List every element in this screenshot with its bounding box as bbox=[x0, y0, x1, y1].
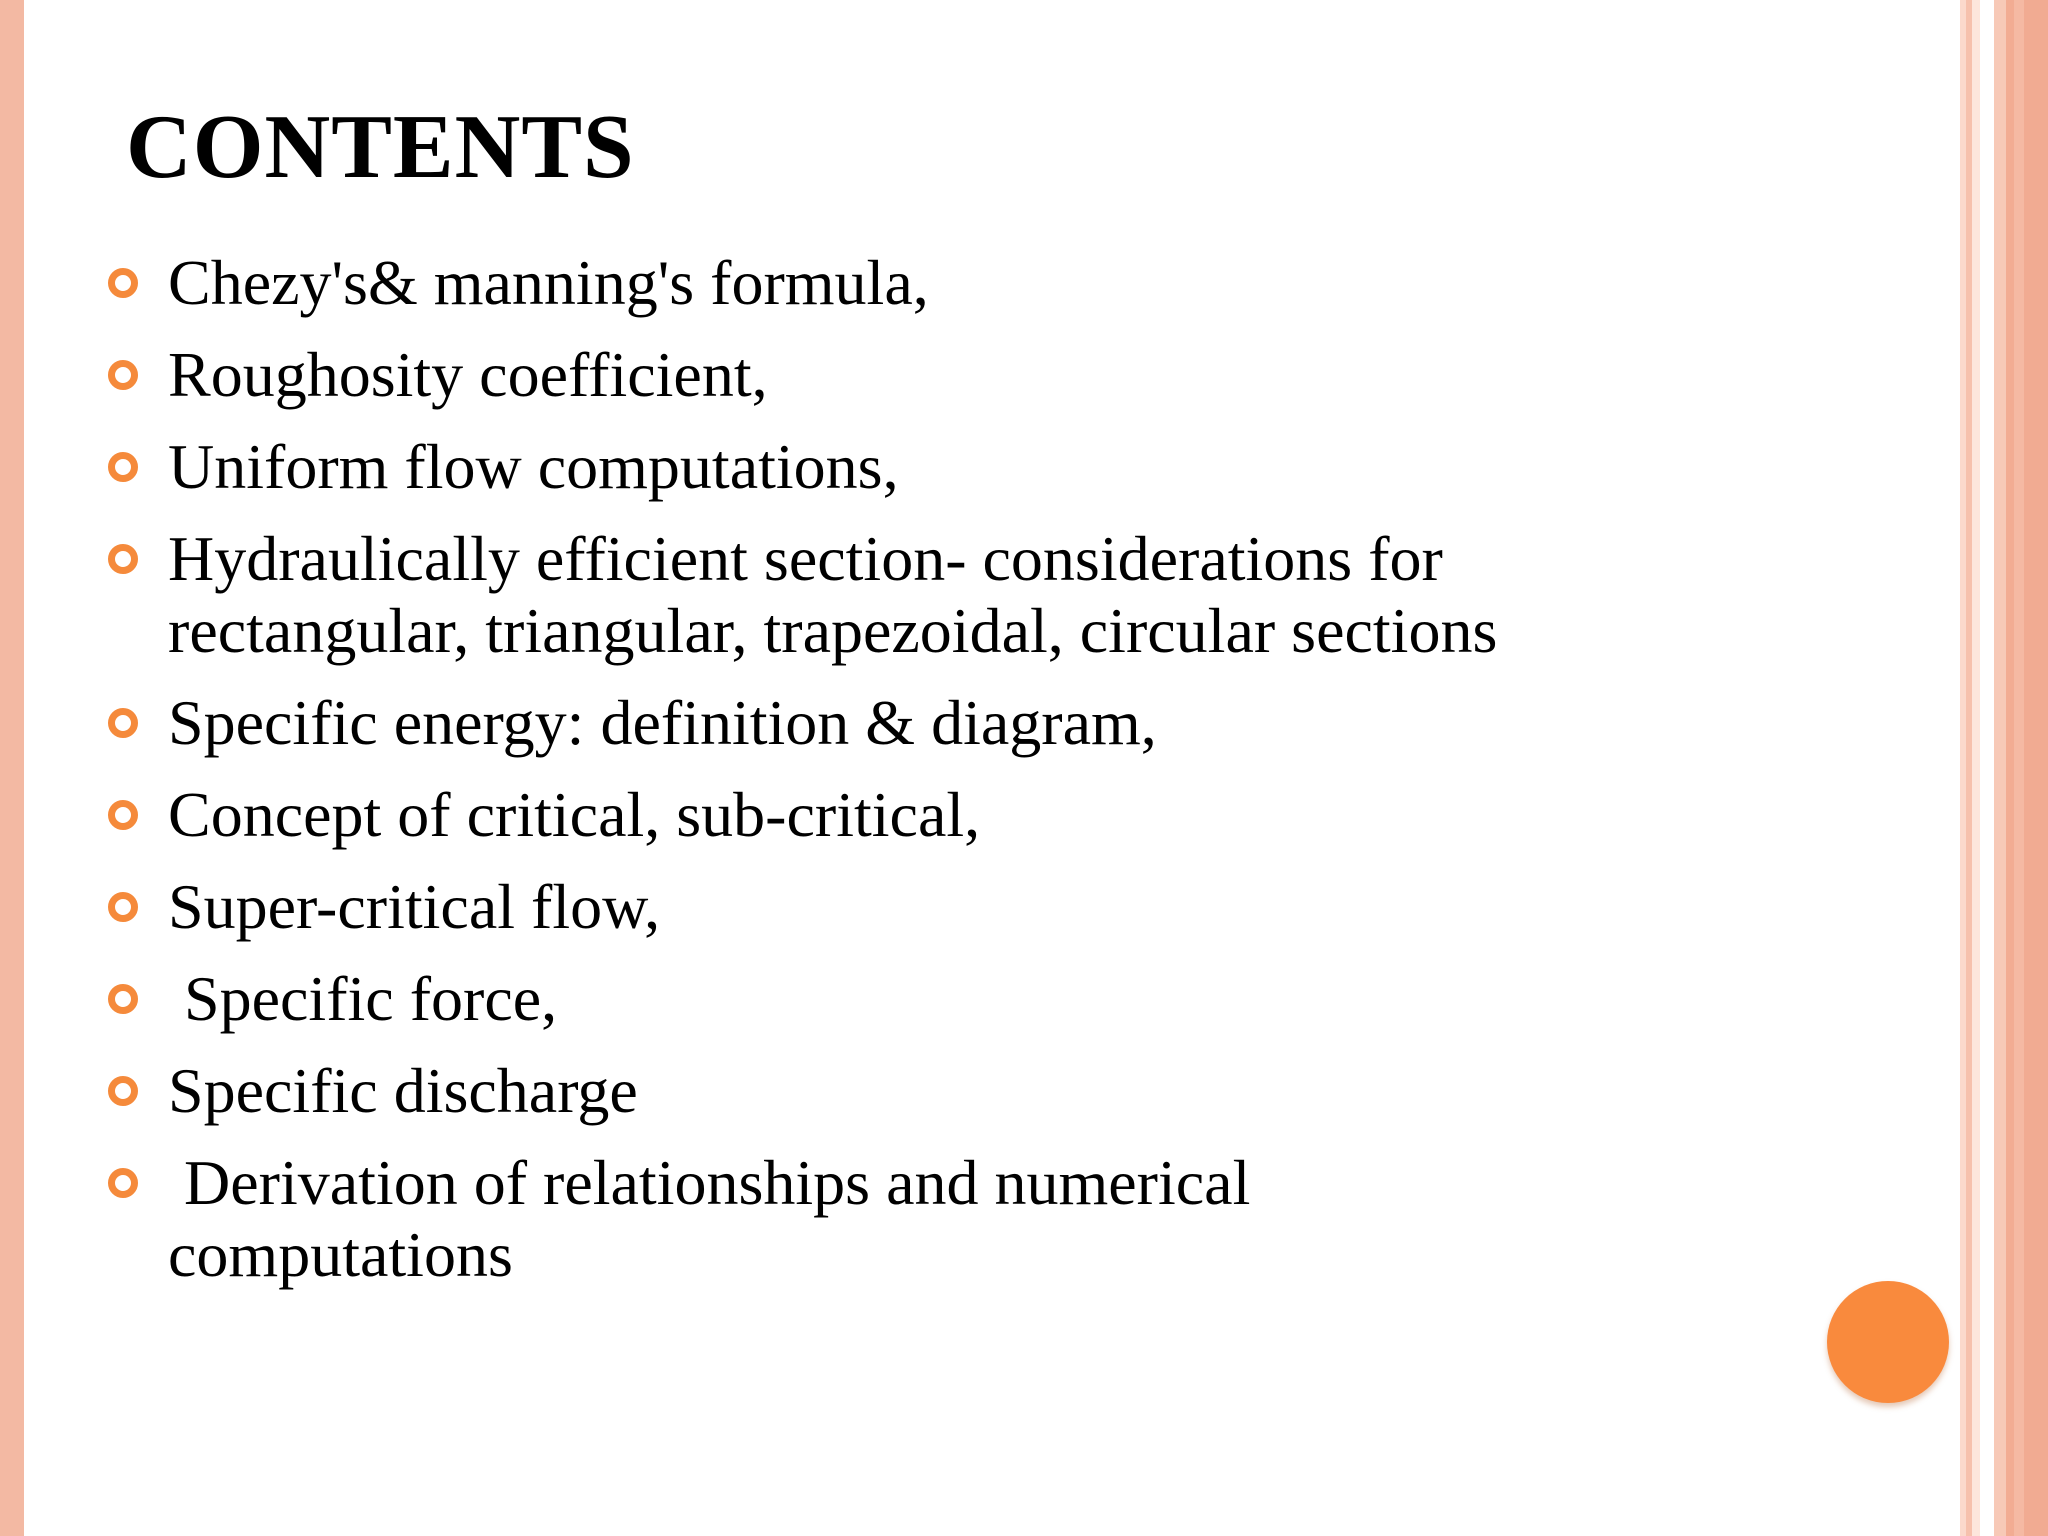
list-item-text: Specific force, bbox=[168, 963, 558, 1034]
list-item bbox=[108, 1052, 1868, 1130]
orange-circle-icon bbox=[1827, 1281, 1949, 1403]
ring-bullet-icon bbox=[108, 984, 138, 1014]
list-item bbox=[108, 336, 1868, 414]
right-border-stripe bbox=[1994, 0, 2006, 1536]
ring-bullet-icon bbox=[108, 800, 138, 830]
list-item-text-continued: computations bbox=[168, 1219, 513, 1290]
list-item bbox=[108, 868, 1868, 946]
list-item bbox=[108, 776, 1868, 854]
list-item-text: Chezy's& manning's formula, bbox=[168, 247, 929, 318]
right-border-stripe bbox=[2024, 0, 2048, 1536]
list-item bbox=[108, 684, 1868, 762]
list-item-text: Concept of critical, sub-critical, bbox=[168, 779, 981, 850]
ring-bullet-icon bbox=[108, 268, 138, 298]
ring-bullet-icon bbox=[108, 892, 138, 922]
list-item-text: Roughosity coefficient, bbox=[168, 339, 768, 410]
ring-bullet-icon bbox=[108, 452, 138, 482]
right-border-stripe bbox=[2006, 0, 2014, 1536]
contents-list bbox=[108, 244, 1868, 1308]
list-item bbox=[108, 428, 1868, 506]
list-item bbox=[108, 960, 1868, 1038]
ring-bullet-icon bbox=[108, 360, 138, 390]
list-item-text: Hydraulically efficient section- considerations for bbox=[168, 523, 1443, 594]
list-item bbox=[108, 520, 1868, 670]
ring-bullet-icon bbox=[108, 1076, 138, 1106]
slide-title: CONTENTS bbox=[126, 96, 635, 197]
ring-bullet-icon bbox=[108, 708, 138, 738]
list-item-text: Specific discharge bbox=[168, 1055, 638, 1126]
list-item-text: Specific energy: definition & diagram, bbox=[168, 687, 1157, 758]
left-border-stripe bbox=[0, 0, 24, 1536]
list-item bbox=[108, 1144, 1868, 1294]
ring-bullet-icon bbox=[108, 1168, 138, 1198]
list-item-text: Derivation of relationships and numerical bbox=[168, 1147, 1251, 1218]
right-border-stripe bbox=[1980, 0, 1994, 1536]
list-item-text: Super-critical flow, bbox=[168, 871, 661, 942]
right-border-stripe bbox=[2014, 0, 2024, 1536]
ring-bullet-icon bbox=[108, 544, 138, 574]
list-item-text-continued: rectangular, triangular, trapezoidal, circular sections bbox=[168, 595, 1498, 666]
right-border-stripe bbox=[1972, 0, 1980, 1536]
list-item-text: Uniform flow computations, bbox=[168, 431, 899, 502]
list-item bbox=[108, 244, 1868, 322]
